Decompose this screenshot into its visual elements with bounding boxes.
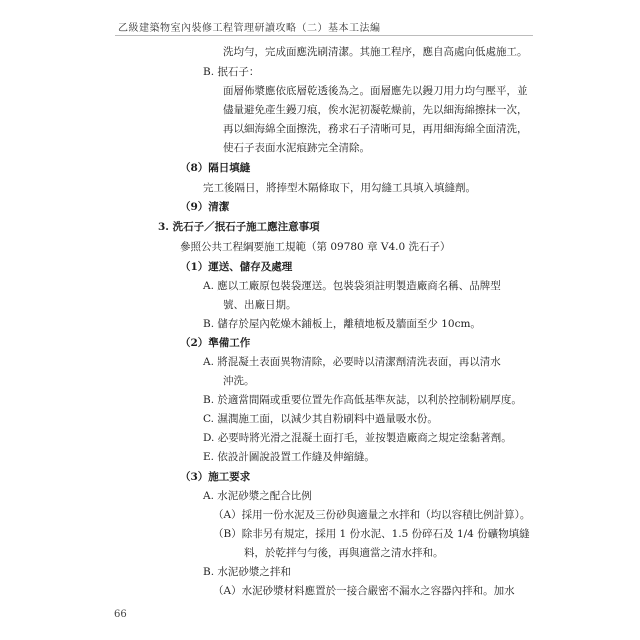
reference-line: 參照公共工程綱要施工規範（第 09780 章 V4.0 洗石子） [180,241,451,253]
body-line: 沖洗。 [223,375,255,387]
subitem-heading: A. 水泥砂漿之配合比例 [203,490,312,502]
body-line: 料，於乾拌勻勻後，再與適當之清水拌和。 [244,547,444,559]
page-number: 66 [114,609,127,620]
body-line: B. 儲存於屋內乾燥木鋪板上，離積地板及牆面至少 10cm。 [203,318,481,330]
step-heading: （9）清潔 [180,201,230,213]
body-line: 再以細海綿全面擦洗，務求石子清晰可見，再用細海綿全面清洗， [223,123,528,135]
body-line: （A）採用一份水泥及三份砂與適量之水拌和（均以容積比例計算）。 [213,509,531,521]
step-heading: （3）施工要求 [180,471,251,483]
body-line: 洗均勻，完成面應洗刷清潔。其施工程序，應自高處向低處施工。 [223,46,528,58]
body-line: A. 將混凝土表面異物清除，必要時以清潔劑清洗表面，再以清水 [203,356,501,368]
body-line: （A）水泥砂漿材料應置於一接合嚴密不漏水之容器內拌和。加水 [213,585,515,597]
body-line: （B）除非另有規定，採用 1 份水泥、1.5 份碎石及 1/4 份礦物填縫 [213,528,530,540]
body-line: B. 於適當間隔或重要位置先作高低基準灰誌，以利於控制粉刷厚度。 [203,394,522,406]
step-heading: （1）運送、儲存及處理 [180,261,293,273]
subitem-heading: B. 抿石子： [203,66,260,78]
body-line: 儘量避免產生鏝刀痕，俟水泥初凝乾燥前，先以細海綿擦抹一次， [223,104,528,116]
running-header: 乙級建築物室內裝修工程管理研讀攻略（二）基本工法編 [118,23,381,34]
body-line: 號、出廠日期。 [223,299,297,311]
body-line: E. 依設計圖說設置工作縫及伸縮縫。 [203,451,375,463]
body-line: C. 濕潤施工面，以減少其自粉刷料中過量吸水份。 [203,413,438,425]
header-divider [115,35,533,36]
body-line: 面層佈漿應依底層乾透後為之。面層應先以鏝刀用力均勻壓平，並 [223,85,528,97]
section-heading: 3. 洗石子／抿石子施工應注意事項 [158,221,320,233]
body-line: A. 應以工廠原包裝袋運送。包裝袋須註明製造廠商名稱、品牌型 [203,280,501,292]
subitem-heading: B. 水泥砂漿之拌和 [203,566,291,578]
step-heading: （8）隔日填縫 [180,162,251,174]
step-heading: （2）準備工作 [180,337,251,349]
body-line: 使石子表面水泥痕跡完全清除。 [223,142,370,154]
body-line: D. 必要時將光滑之混凝土面打毛，並按製造廠商之規定塗黏著劑。 [203,432,512,444]
body-line: 完工後隔日，將捧型木隔條取下，用勾縫工具填入填縫劑。 [203,182,476,194]
